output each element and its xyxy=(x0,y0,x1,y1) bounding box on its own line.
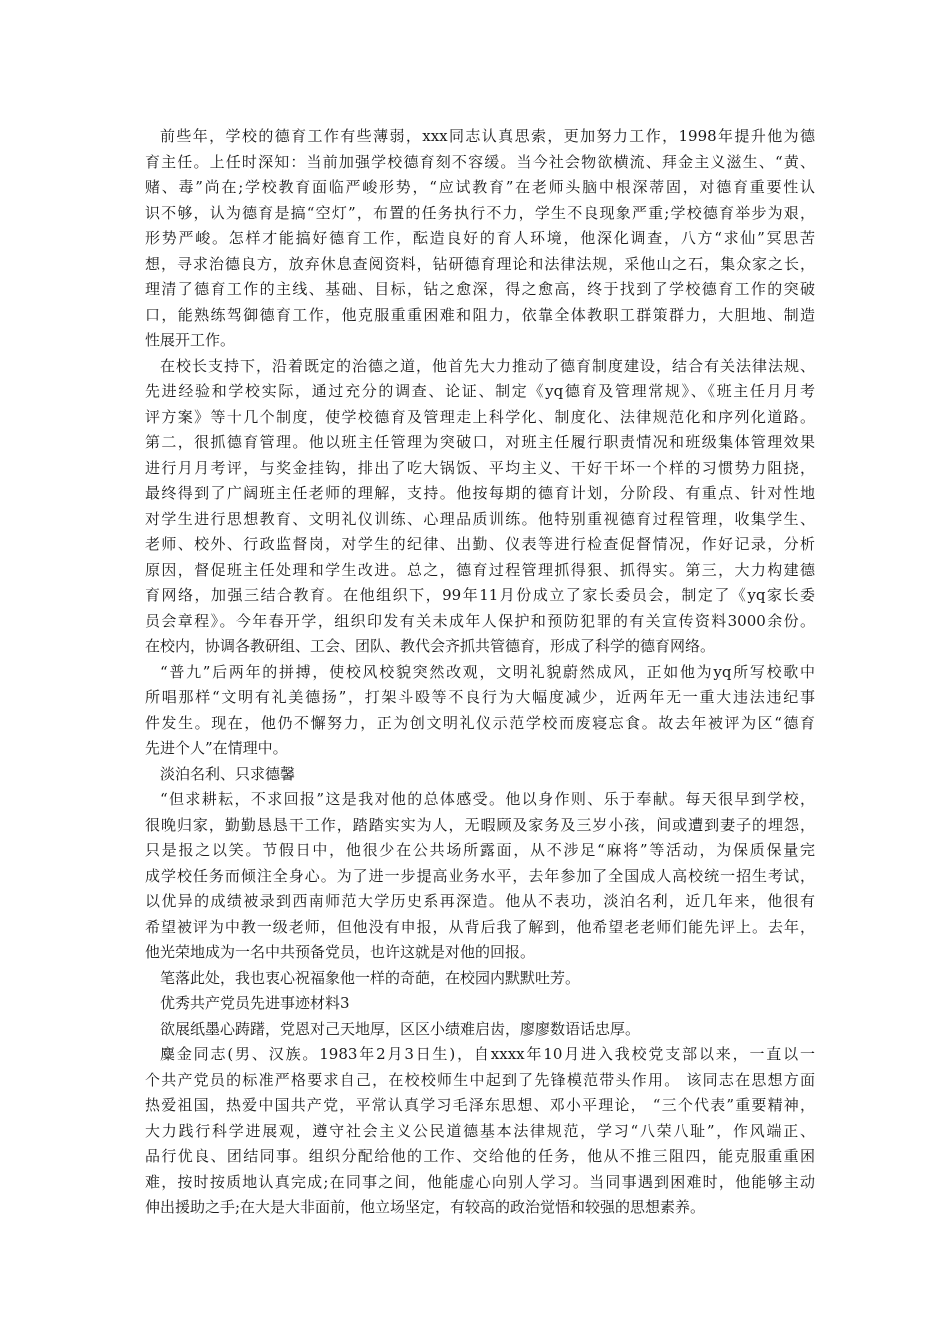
text-line: 员会章程》。今年春开学，组织印发有关未成年人保护和预防犯罪的有关宣传资料3000余份。 xyxy=(145,611,815,630)
text-line: 先进个人”在情理中。 xyxy=(145,739,288,757)
text-line: 前些年，学校的德育工作有些薄弱，xxx同志认真思索，更加努力工作，1998年提升他为德 xyxy=(160,127,815,145)
text-line: 很晚归家，勤勤恳恳干工作，踏踏实实为人，无暇顾及家务及三岁小孩，间或遭到妻子的埋怨， xyxy=(145,815,815,834)
text-line: 他光荣地成为一名中共预备党员，也许这就是对他的回报。 xyxy=(145,943,536,961)
text-line: 性展开工作。 xyxy=(145,331,236,349)
text-line: 热爱祖国，热爱中国共产党，平常认真学习毛泽东思想、邓小平理论， “三个代表”重要精神， xyxy=(145,1096,815,1114)
text-line: 成学校任务而倾注全身心。为了进一步提高业务水平，去年参加了全国成人高校统一招生考试， xyxy=(145,866,815,885)
text-line: “普九”后两年的拼搏，使校风校貌突然改观，文明礼貌蔚然成风，正如他为yq所写校歌中 xyxy=(160,662,815,681)
text-line: 只是报之以笑。节假日中，他很少在公共场所露面，从不涉足“麻将”等活动，为保质保量完 xyxy=(145,841,815,859)
text-line: 进行月月考评，与奖金挂钩，排出了吃大锅饭、平均主义、干好干坏一个样的习惯势力阻挠， xyxy=(145,458,815,477)
text-line: 最终得到了广阔班主任老师的理解，支持。他按每期的德育计划，分阶段、有重点、针对性地 xyxy=(145,484,815,502)
text-line: 伸出援助之手;在大是大非面前，他立场坚定，有较高的政治觉悟和较强的思想素养。 xyxy=(145,1198,706,1216)
text-line: 赌、毒”尚在;学校教育面临严峻形势，“应试教育”在老师头脑中根深蒂固，对德育重要性认 xyxy=(145,178,815,196)
text-line: 育网络，加强三结合教育。在他组织下，99年11月份成立了家长委员会，制定了《yq家长委 xyxy=(145,586,815,604)
text-line: 欲展纸墨心踌躇，党恩对己天地厚，区区小绩难启齿，廖廖数语话忠厚。 xyxy=(160,1019,641,1038)
text-line: 淡泊名利、只求德馨 xyxy=(160,764,296,783)
text-line: 品行优良、团结同事。组织分配给他的工作、交给他的任务，他从不推三阻四，能克服重重困 xyxy=(145,1147,815,1165)
text-line: 希望被评为中教一级老师，但他没有申报，从背后我了解到，他希望老老师们能先评上。去年， xyxy=(145,917,815,936)
text-line: 麋金同志(男、汉族。1983年2月3日生)，自xxxx年10月进入我校党支部以来，一直以一 xyxy=(160,1045,815,1063)
text-line: 识不够，认为德育是搞“空灯”，布置的任务执行不力，学生不良现象严重;学校德育举步为艰， xyxy=(145,203,815,222)
text-line: 原因，督促班主任处理和学生改进。总之，德育过程管理抓得狠、抓得实。第三，大力构建德 xyxy=(145,560,815,579)
text-line: 育主任。上任时深知：当前加强学校德育刻不容缓。当今社会物欲横流、拜金主义滋生、“黄、 xyxy=(145,152,815,171)
text-line: “但求耕耘，不求回报”这是我对他的总体感受。他以身作则、乐于奉献。每天很早到学校， xyxy=(160,790,815,808)
text-line: 口，能熟练驾御德育工作，他克服重重困难和阻力，依靠全体教职工群策群力，大胆地、制造 xyxy=(145,305,815,324)
text-line: 先进经验和学校实际，通过充分的调查、论证、制定《yq德育及管理常规》、《班主任月月考 xyxy=(145,382,815,400)
text-line: 想，寻求治德良方，放弃休息查阅资料，钻研德育理论和法律法规，采他山之石，集众家之长， xyxy=(145,254,815,273)
text-line: 理清了德育工作的主线、基础、目标，钻之愈深，得之愈高，终于找到了学校德育工作的突破 xyxy=(145,280,815,298)
text-line: 第二，很抓德育管理。他以班主任管理为突破口，对班主任履行职责情况和班级集体管理效果 xyxy=(145,433,815,451)
text-line: 评方案》等十几个制度，使学校德育及管理走上科学化、制度化、法律规范化和序列化道路。 xyxy=(145,407,815,426)
text-line: 所唱那样“文明有礼美德扬”，打架斗殴等不良行为大幅度减少，近两年无一重大违法违纪事 xyxy=(145,688,815,706)
text-line: 优秀共产党员先进事迹材料3 xyxy=(160,994,350,1012)
text-line: 以优异的成绩被录到西南师范大学历史系再深造。他从不表功，淡泊名利，近几年来，他很有 xyxy=(145,892,815,910)
text-line: 在校长支持下，沿着既定的治德之道，他首先大力推动了德育制度建设，结合有关法律法规、 xyxy=(160,356,815,375)
text-line: 形势严峻。怎样才能搞好德育工作，酝造良好的育人环境，他深化调查，八方“求仙”冥思苦 xyxy=(145,229,815,247)
text-line: 老师、校外、行政监督岗，对学生的纪律、出勤、仪表等进行检查促督情况，作好记录，分析 xyxy=(145,535,815,553)
text-line: 个共产党员的标准严格要求自己，在校校师生中起到了先锋模范带头作用。 该同志在思想方面 xyxy=(145,1070,815,1089)
document-body xyxy=(145,124,815,1221)
text-line: 大力践行科学进展观，遵守社会主义公民道德基本法律规范，学习“八荣八耻”，作风端正、 xyxy=(145,1121,815,1140)
text-line: 在校内，协调各教研组、工会、团队、教代会齐抓共管德育，形成了科学的德育网络。 xyxy=(145,637,716,655)
text-line: 难，按时按质地认真完成;在同事之间，他能虚心向别人学习。当同事遇到困难时，他能够主动 xyxy=(145,1172,815,1191)
text-line: 件发生。现在，他仍不懈努力，正为创文明礼仪示范学校而废寝忘食。故去年被评为区“德育 xyxy=(145,713,815,732)
text-line: 对学生进行思想教育、文明礼仪训练、心理品质训练。他特别重视德育过程管理，收集学生、 xyxy=(145,509,815,528)
text-line: 笔落此处，我也衷心祝福象他一样的奇葩，在校园内默默吐芳。 xyxy=(160,968,581,987)
